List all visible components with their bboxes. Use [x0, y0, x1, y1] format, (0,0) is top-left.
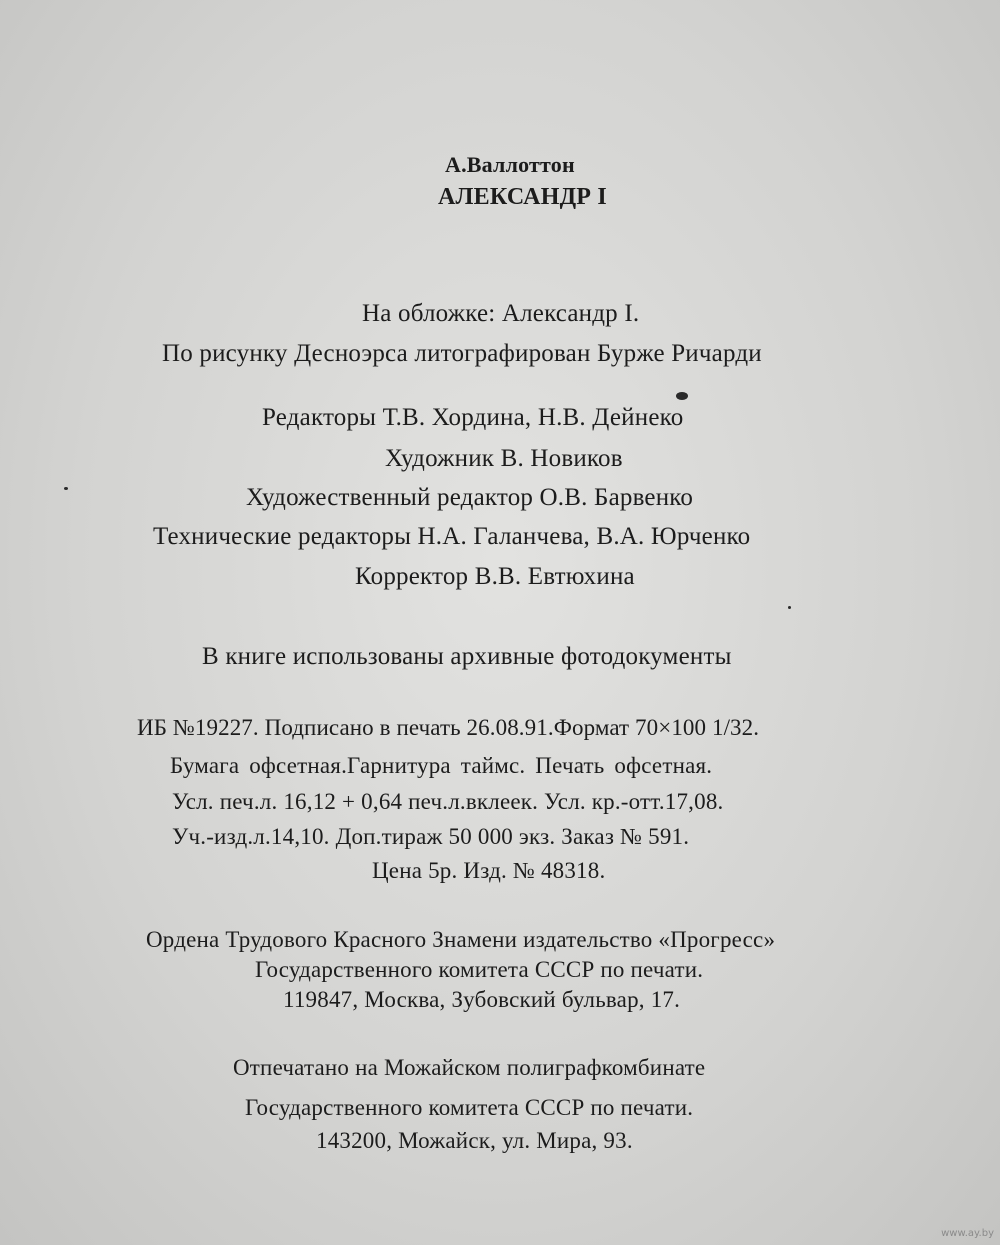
cover-note-line-2: По рисунку Десноэрса литографирован Бурже Ричарди	[162, 340, 762, 367]
printer-line-3: 143200, Можайск, ул. Мира, 93.	[316, 1128, 633, 1153]
ink-speck	[676, 392, 688, 400]
imprint-line-3: Усл. печ.л. 16,12 + 0,64 печ.л.вклеек. Усл. кр.-отт.17,08.	[172, 789, 724, 814]
editors-credit: Редакторы Т.В. Хордина, Н.В. Дейнеко	[262, 404, 684, 431]
imprint-line-5: Цена 5р. Изд. № 48318.	[372, 858, 606, 883]
imprint-line-2: Бумага офсетная.Гарнитура таймс. Печать офсетная.	[170, 753, 713, 778]
tech-editors-credit: Технические редакторы Н.А. Галанчева, В.А. Юрченко	[153, 523, 751, 550]
proofreader-credit: Корректор В.В. Евтюхина	[355, 563, 635, 590]
imprint-line-1: ИБ №19227. Подписано в печать 26.08.91.Формат 70×100 1/32.	[137, 715, 760, 740]
site-watermark: www.ay.by	[941, 1228, 994, 1239]
book-title: АЛЕКСАНДР I	[438, 184, 607, 210]
publisher-line-2: Государственного комитета СССР по печати.	[255, 957, 704, 982]
archive-note: В книге использованы архивные фотодокументы	[202, 643, 732, 670]
cover-note-line-1: На обложке: Александр I.	[362, 300, 640, 327]
imprint-line-4: Уч.-изд.л.14,10. Доп.тираж 50 000 экз. Заказ № 591.	[172, 824, 690, 849]
author-name: А.Валлоттон	[445, 152, 575, 177]
printer-line-2: Государственного комитета СССР по печати.	[245, 1095, 694, 1120]
printer-line-1: Отпечатано на Можайском полиграфкомбинате	[233, 1055, 706, 1080]
publisher-line-3: 119847, Москва, Зубовский бульвар, 17.	[283, 987, 681, 1012]
ink-speck	[788, 606, 791, 609]
ink-speck	[64, 487, 68, 490]
publisher-line-1: Ордена Трудового Красного Знамени издательство «Прогресс»	[146, 927, 776, 952]
artist-credit: Художник В. Новиков	[385, 445, 623, 472]
art-editor-credit: Художественный редактор О.В. Барвенко	[246, 484, 694, 511]
